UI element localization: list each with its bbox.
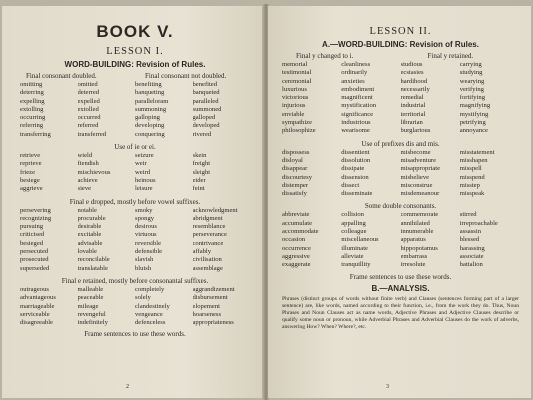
word-cell: librarian [400, 119, 423, 127]
word-cell: occurred [77, 114, 101, 122]
word-cell: remedial [400, 94, 424, 102]
word-cell: accumulate [282, 219, 313, 227]
word-cell: ordinarily [341, 69, 368, 77]
word-cell: petrifying [459, 119, 486, 127]
word-cell: misstep [459, 181, 480, 189]
word-cell: dissatisfy [282, 190, 307, 198]
word-cell: mischievous [77, 168, 111, 176]
word-cell: misspend [459, 173, 485, 181]
word-cell: reprieve [20, 160, 42, 168]
word-cell: appropriateness [192, 319, 234, 327]
word-cell: banqueting [135, 89, 165, 97]
word-cell: aggressive [282, 252, 310, 260]
word-cell: rivered [192, 130, 212, 138]
word-cell: persecuted [20, 248, 49, 256]
word-cell: benefiting [135, 81, 162, 88]
word-grid [282, 149, 519, 199]
subheading: Final consonant not doubled. [145, 72, 227, 80]
word-cell: aggrandizement [192, 285, 235, 293]
subheading: Some double consonants. [364, 202, 437, 211]
word-cell: retrieve [20, 152, 41, 160]
word-cell: besiege [20, 176, 40, 184]
word-cell: hippopotamus [400, 244, 438, 252]
word-cell: apparatus [400, 236, 426, 244]
word-cell: misspell [459, 165, 482, 173]
word-cell: mileage [77, 302, 99, 310]
word-cell: eider [192, 176, 206, 184]
word-cell: alleviate [341, 252, 364, 260]
word-cell: marriageable [20, 302, 55, 310]
subheading: Use of ie or ei. [114, 143, 156, 152]
word-cell: exaggerate [282, 261, 311, 269]
word-grid [282, 211, 519, 269]
word-cell: deterred [77, 89, 100, 97]
word-cell: transferring [20, 130, 51, 138]
word-cell: developed [192, 122, 220, 130]
word-cell: pursuing [20, 223, 44, 231]
word-cell: procurable [77, 214, 106, 222]
word-cell: indefinitely [77, 319, 108, 327]
word-cell: transferred [77, 130, 107, 138]
word-cell: magnificent [341, 94, 373, 102]
word-cell: philosophize [282, 127, 316, 135]
word-cell: summoning [135, 105, 167, 113]
word-grid [20, 81, 250, 139]
word-cell: bluish [135, 264, 152, 272]
word-cell: desirable [77, 223, 102, 231]
word-cell: advisable [77, 239, 103, 247]
right-page [268, 6, 531, 398]
instruction-note: Frame sentences to use these words. [349, 272, 452, 281]
word-cell: elopement [192, 302, 220, 310]
left-page [2, 6, 264, 398]
word-cell: leisure [135, 185, 153, 193]
word-cell: omitting [20, 81, 43, 88]
word-cell: misappropriate [400, 165, 441, 173]
word-cell: serviceable [20, 310, 50, 318]
word-cell: developing [135, 122, 165, 130]
word-cell: dissect [341, 181, 360, 189]
word-cell: irresolute [400, 261, 426, 269]
word-cell: assassin [459, 228, 481, 236]
word-cell: misadventure [400, 156, 437, 164]
word-cell: translatable [77, 264, 108, 272]
word-cell: magnifying [459, 102, 491, 110]
subheading: Final consonant doubled. [26, 72, 97, 80]
word-cell: extolling [20, 105, 44, 113]
word-cell: affably [192, 248, 212, 256]
word-cell: disseminate [341, 190, 373, 198]
word-cell: disagreeable [20, 319, 53, 327]
word-cell: hardihood [400, 77, 428, 85]
word-cell: advantageous [20, 294, 56, 302]
subheading: Final y changed to i. [296, 52, 354, 60]
section-heading: A.—WORD-BUILDING: Revision of Rules. [322, 40, 479, 49]
word-cell: blessed [459, 236, 480, 244]
word-cell: contrivance [192, 239, 224, 247]
word-cell: banqueted [192, 89, 220, 97]
word-cell: prosecuted [20, 256, 49, 264]
word-cell: harassing [459, 244, 485, 252]
word-cell: mystification [341, 102, 377, 110]
word-cell: slavish [135, 256, 154, 264]
word-cell: testimonial [282, 69, 312, 77]
page-number: 2 [126, 384, 129, 390]
word-cell: misspeak [459, 190, 485, 198]
word-cell: vengeance [135, 310, 163, 318]
word-cell: assemblage [192, 264, 223, 272]
word-cell: acknowledgment [192, 206, 238, 214]
word-cell: seizure [135, 152, 154, 160]
word-cell: dissension [341, 173, 369, 181]
word-cell: perseverance [192, 231, 227, 239]
word-cell: injurious [282, 102, 306, 110]
word-cell: sieve [77, 185, 92, 193]
word-cell: associate [459, 252, 484, 260]
word-cell: annoyance [459, 127, 488, 135]
word-cell: dissentient [341, 148, 370, 156]
word-cell: persevering [20, 206, 51, 214]
word-cell: desirous [135, 223, 157, 231]
word-cell: lovable [77, 248, 97, 256]
word-cell: carrying [459, 61, 482, 68]
word-cell: omitted [77, 81, 98, 88]
word-cell: enviable [282, 110, 305, 118]
word-cell: peaceable [77, 294, 104, 302]
subheading: Use of prefixes dis and mis. [361, 139, 440, 148]
subheading: Final e dropped, mostly before vowel suffixes. [69, 197, 201, 206]
lesson-title: LESSON II. [369, 26, 432, 37]
word-cell: territorial [400, 110, 426, 118]
word-cell: ecstasies [400, 69, 424, 77]
word-cell: revengeful [77, 310, 106, 318]
lesson-title: LESSON I. [106, 46, 164, 57]
word-cell: anxieties [341, 77, 365, 85]
word-cell: weird [135, 168, 151, 176]
word-cell: expelled [77, 97, 100, 105]
word-cell: ceremonial [282, 77, 312, 85]
word-cell: misconstrue [400, 181, 433, 189]
word-cell: excitable [77, 231, 102, 239]
word-cell: commemorate [400, 211, 439, 219]
word-cell: deterring [20, 89, 44, 97]
word-cell: benefited [192, 81, 218, 88]
word-cell: innumerable [400, 228, 434, 236]
word-cell: embarrass [400, 252, 428, 260]
word-cell: occasion [282, 236, 306, 244]
word-cell: abridgment [192, 214, 223, 222]
word-cell: embodiment [341, 85, 375, 93]
word-cell: collision [341, 211, 364, 219]
subheading: Final e retained, mostly before consonantal suffixes. [61, 276, 209, 285]
word-cell: reconcilable [77, 256, 110, 264]
word-cell: aggrieve [20, 185, 43, 193]
word-cell: dissipate [341, 165, 365, 173]
word-cell: wearying [459, 77, 485, 85]
word-cell: burglarious [400, 127, 431, 135]
word-cell: tranquillity [341, 261, 371, 269]
word-cell: battalion [459, 261, 483, 269]
book-title: BOOK V. [96, 22, 174, 41]
subheading-row [20, 72, 250, 80]
word-cell: victorious [282, 94, 309, 102]
word-cell: significance [341, 110, 374, 118]
word-cell: feint [192, 185, 205, 193]
word-cell: cleanliness [341, 61, 371, 68]
word-cell: defenceless [135, 319, 166, 327]
word-cell: summoned [192, 105, 222, 113]
word-cell: spongy [135, 214, 155, 222]
word-cell: miscellaneous [341, 236, 379, 244]
page-number: 3 [386, 384, 389, 390]
analysis-heading: B.—ANALYSIS. [371, 283, 430, 293]
word-cell: industrial [400, 102, 426, 110]
instruction-note: Frame sentences to use these words. [84, 330, 186, 339]
word-cell: solely [135, 294, 151, 302]
analysis-text: Phrases (distinct groups of words without finite verb) and Clauses (sentences forming part of a larger sentence) are, like words, named according to their function, i.e., from the work they do. Thus, Noun Phrases and Noun Clauses act as name words, Adjective Phrases and Adjective Clauses describe or qualify some noun or pronoun, while Adverbial Phrases and Adverbial Clauses do the work of adverbs, answering How? When? Where?, etc. [282, 295, 519, 330]
word-cell: completely [135, 285, 165, 293]
word-cell: disbursement [192, 294, 228, 302]
word-cell: outrageous [20, 285, 49, 293]
word-cell: dissolution [341, 156, 371, 164]
word-cell: heinous [135, 176, 156, 184]
word-cell: virtuous [135, 231, 157, 239]
word-cell: misshapen [459, 156, 488, 164]
word-cell: referred [77, 122, 99, 130]
word-cell: accommodate [282, 228, 319, 236]
word-cell: distemper [282, 181, 309, 189]
word-grid [20, 207, 250, 273]
word-cell: colleague [341, 228, 367, 236]
section-heading: WORD-BUILDING: Revision of Rules. [64, 60, 206, 69]
word-cell: galloped [192, 114, 216, 122]
word-cell: illuminate [341, 244, 368, 252]
word-cell: defensible [135, 248, 163, 256]
word-cell: sleight [192, 168, 211, 176]
word-cell: freight [192, 160, 211, 168]
word-cell: misbecome [400, 148, 431, 156]
word-cell: abbreviate [282, 211, 310, 219]
subheading: Final y retained. [427, 52, 474, 60]
word-cell: malleable [77, 285, 104, 293]
word-cell: irreproachable [459, 219, 498, 227]
word-grid [282, 61, 519, 136]
subheading-row [282, 52, 519, 60]
word-cell: studying [459, 69, 483, 77]
word-cell: mystifying [459, 110, 489, 118]
word-cell: stirred [459, 211, 477, 219]
word-cell: expelling [20, 97, 45, 105]
word-cell: fortifying [459, 94, 486, 102]
word-cell: appalling [341, 219, 366, 227]
word-cell: conquering [135, 130, 165, 138]
word-cell: occurring [20, 114, 46, 122]
word-cell: achieve [77, 176, 98, 184]
word-cell: clandestinely [135, 302, 170, 310]
word-cell: dispossess [282, 148, 310, 156]
word-cell: reversible [135, 239, 161, 247]
word-cell: extolled [77, 105, 99, 113]
word-cell: industrious [341, 119, 371, 127]
word-cell: paralleloram [135, 97, 169, 105]
word-cell: galloping [135, 114, 160, 122]
word-cell: verifying [459, 85, 484, 93]
word-cell: luxurious [282, 85, 307, 93]
word-cell: resemblance [192, 223, 226, 231]
word-cell: hoarseness [192, 310, 222, 318]
word-cell: misdemeanour [400, 190, 440, 198]
word-grid [20, 152, 250, 193]
word-cell: wield [77, 152, 93, 160]
word-cell: annihilated [400, 219, 430, 227]
word-cell: criticised [20, 231, 45, 239]
word-cell: wearisome [341, 127, 370, 135]
word-cell: smoky [135, 206, 153, 214]
word-cell: disappear [282, 165, 308, 173]
word-cell: civilisation [192, 256, 222, 264]
word-cell: studious [400, 61, 423, 68]
word-cell: skein [192, 152, 207, 160]
word-cell: misbelieve [400, 173, 430, 181]
word-cell: sympathize [282, 119, 313, 127]
word-cell: misstatement [459, 148, 495, 156]
word-cell: recognizing [20, 214, 52, 222]
word-cell: frieze [20, 168, 36, 176]
word-cell: discourtesy [282, 173, 313, 181]
word-cell: necessarily [400, 85, 430, 93]
word-cell: referring [20, 122, 44, 130]
word-cell: memorial [282, 61, 308, 68]
word-cell: disloyal [282, 156, 303, 164]
word-cell: occurrence [282, 244, 311, 252]
word-cell: paralleled [192, 97, 219, 105]
word-cell: notable [77, 206, 97, 214]
word-cell: superseded [20, 264, 50, 272]
word-cell: weir [135, 160, 147, 168]
word-cell: fiendish [77, 160, 99, 168]
word-cell: besieged [20, 239, 44, 247]
word-grid [20, 286, 250, 327]
